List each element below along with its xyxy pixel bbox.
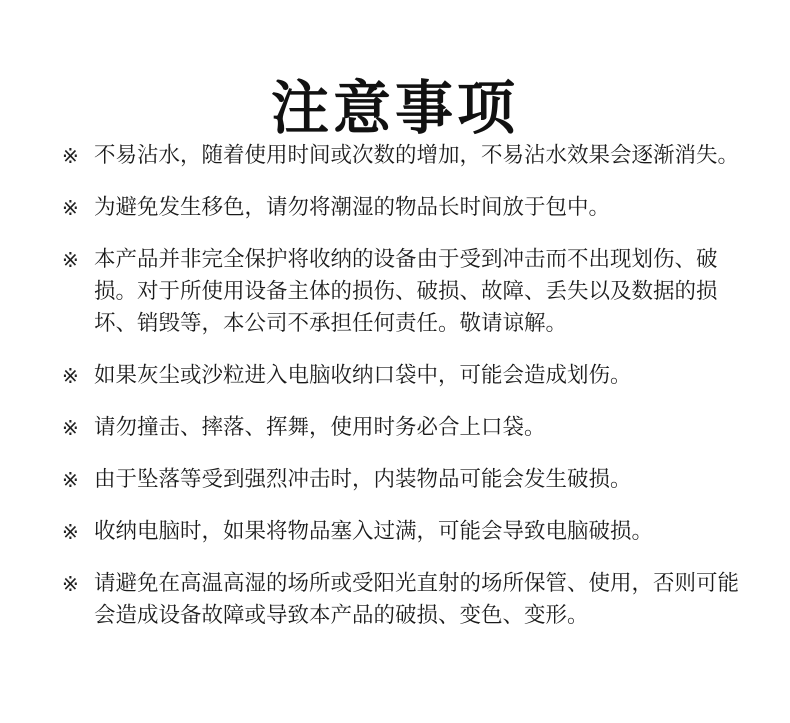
reference-mark-icon: ※ — [62, 196, 79, 220]
page-title: 注意事项 — [270, 73, 519, 142]
note-item-3 — [62, 244, 742, 340]
note-item-7 — [62, 516, 742, 548]
reference-mark-icon: ※ — [62, 572, 79, 596]
note-item-8 — [62, 568, 742, 632]
note-item-6 — [62, 464, 742, 496]
note-text: 请勿撞击、摔落、挥舞，使用时务必合上口袋。 — [94, 415, 546, 440]
reference-mark-icon: ※ — [62, 468, 79, 492]
note-text: 收纳电脑时，如果将物品塞入过满，可能会导致电脑破损。 — [94, 519, 654, 544]
note-text: 由于坠落等受到强烈冲击时，内装物品可能会发生破损。 — [94, 467, 632, 492]
reference-mark-icon: ※ — [62, 364, 79, 388]
notes-list — [62, 140, 742, 652]
reference-mark-icon: ※ — [62, 248, 79, 272]
note-item-5 — [62, 412, 742, 444]
note-text: 如果灰尘或沙粒进入电脑收纳口袋中，可能会造成划伤。 — [94, 363, 632, 388]
reference-mark-icon: ※ — [62, 416, 79, 440]
note-item-4 — [62, 360, 742, 392]
note-item-2 — [62, 192, 742, 224]
note-item-1 — [62, 140, 742, 172]
note-text: 本产品并非完全保护将收纳的设备由于受到冲击而不出现划伤、破损。对于所使用设备主体的损伤、破损、故障、丢失以及数据的损坏、销毁等，本公司不承担任何责任。敬请谅解。 — [94, 247, 718, 336]
note-text: 为避免发生移色，请勿将潮湿的物品长时间放于包中。 — [94, 195, 611, 220]
note-text: 请避免在高温高湿的场所或受阳光直射的场所保管、使用，否则可能会造成设备故障或导致本产品的破损、变色、变形。 — [94, 571, 740, 628]
reference-mark-icon: ※ — [62, 520, 79, 544]
note-text: 不易沾水，随着使用时间或次数的增加，不易沾水效果会逐渐消失。 — [94, 143, 740, 168]
reference-mark-icon: ※ — [62, 144, 79, 168]
